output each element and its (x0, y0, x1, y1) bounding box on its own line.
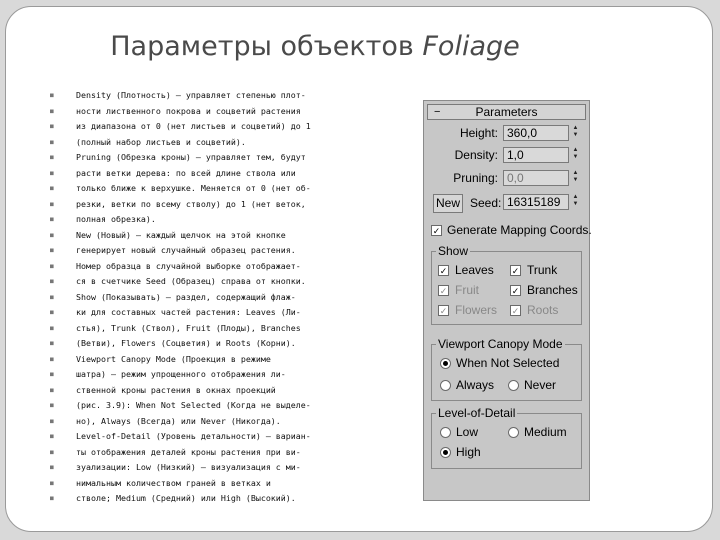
show-group (431, 244, 582, 325)
height-spinner-icon[interactable]: ▲ ▼ (572, 125, 579, 138)
bullet-line (50, 150, 420, 166)
bullet-text: ки для составных частей растения: Leaves (Ли- (76, 307, 301, 318)
bullet-marker-icon: ■ (50, 464, 54, 472)
bullet-text: ты отображения деталей кроны растения при ви- (76, 446, 301, 457)
trunk-label: Trunk (527, 263, 558, 277)
show-group-title: Show (438, 244, 469, 258)
bullet-line (50, 445, 420, 461)
bullet-line (50, 460, 420, 476)
roots-label: Roots (527, 303, 559, 317)
bullet-line (50, 305, 420, 321)
bullet-text: Density (Плотность) — управляет степенью плот- (76, 90, 306, 100)
bullet-marker-icon: ■ (50, 278, 54, 286)
pruning-field[interactable]: 0,0 (503, 170, 569, 186)
title-name: Foliage (422, 31, 520, 62)
bullet-text: Pruning (Обрезка кроны) — управляет тем, будут (76, 152, 306, 163)
bullet-marker-icon: ■ (50, 216, 54, 224)
bullet-marker-icon: ■ (50, 138, 54, 146)
flowers-label: Flowers (455, 303, 498, 317)
medium-radio[interactable] (508, 427, 519, 438)
rollout-title: Parameters (475, 105, 538, 119)
parameters-panel (423, 100, 590, 501)
roots-checkbox[interactable]: ✓ (511, 306, 520, 316)
bullet-marker-icon: ■ (50, 417, 54, 425)
bullet-marker-icon: ■ (50, 479, 54, 487)
level-of-detail-title: Level-of-Detail (438, 406, 516, 420)
density-field[interactable]: 1,0 (503, 147, 569, 163)
bullet-marker-icon: ■ (50, 293, 54, 301)
bullet-line (50, 367, 420, 383)
bullet-marker-icon: ■ (50, 448, 54, 456)
bullet-marker-icon: ■ (50, 247, 54, 255)
low-radio[interactable] (440, 427, 451, 438)
bullet-line (50, 104, 420, 120)
pruning-spinner-icon[interactable]: ▲ ▼ (572, 170, 579, 183)
new-button[interactable]: New (433, 194, 463, 213)
bullet-text: Viewport Canopy Mode (Проекция в режиме (76, 353, 271, 364)
bullet-marker-icon: ■ (50, 262, 54, 270)
bullet-text: резки, ветки по всему стволу) до 1 (нет веток, (76, 198, 306, 209)
bullet-list (50, 88, 420, 507)
bullet-line (50, 181, 420, 197)
bullet-text: стья), Trunk (Ствол), Fruit (Плоды), Branches (76, 322, 301, 333)
bullet-line (50, 88, 420, 104)
bullet-line (50, 228, 420, 244)
bullet-marker-icon: ■ (50, 324, 54, 332)
bullet-marker-icon: ■ (50, 107, 54, 115)
bullet-marker-icon: ■ (50, 433, 54, 441)
bullet-text: нимальным количеством граней в ветках и (76, 477, 271, 488)
bullet-marker-icon: ■ (50, 185, 54, 193)
bullet-line (50, 414, 420, 430)
leaves-label: Leaves (455, 263, 494, 277)
bullet-text: Номер образца в случайной выборке отображает- (76, 260, 301, 271)
bullet-marker-icon: ■ (50, 169, 54, 177)
bullet-marker-icon: ■ (50, 309, 54, 317)
bullet-text: (Ветви), Flowers (Соцветия) и Roots (Корни). (76, 338, 296, 349)
always-radio[interactable] (440, 380, 451, 391)
bullet-line (50, 290, 420, 306)
always-label: Always (456, 378, 495, 392)
bullet-line (50, 321, 420, 337)
medium-label: Medium (524, 425, 567, 439)
collapse-icon[interactable]: − (434, 106, 441, 118)
bullet-text: ственной кроны растения в окнах проекций (76, 384, 276, 395)
level-of-detail-group (431, 406, 582, 469)
bullet-line (50, 383, 420, 399)
fruit-checkbox[interactable]: ✓ (439, 286, 448, 296)
bullet-line (50, 491, 420, 507)
pruning-label: Pruning: (453, 171, 498, 185)
canopy-mode-group (431, 337, 582, 401)
bullet-text: шатра) — режим упрощенного отображения ли- (76, 369, 286, 380)
never-radio[interactable] (508, 380, 519, 391)
bullet-text: полная обрезка). (76, 214, 156, 225)
bullet-text: стволе; Medium (Средний) или High (Высокий). (76, 493, 296, 504)
density-spinner-icon[interactable]: ▲ ▼ (572, 147, 579, 160)
slide-title (6, 31, 624, 62)
leaves-checkbox[interactable]: ✓ (439, 266, 448, 276)
generate-mapping-checkbox[interactable]: ✓ (432, 226, 441, 236)
bullet-line (50, 135, 420, 151)
flowers-checkbox[interactable]: ✓ (439, 306, 448, 316)
bullet-line (50, 476, 420, 492)
branches-checkbox[interactable]: ✓ (511, 286, 520, 296)
bullet-line (50, 336, 420, 352)
bullet-text: Level-of-Detail (Уровень детальности) — вариан- (76, 431, 311, 442)
bullet-text: (полный набор листьев и соцветий). (76, 136, 246, 147)
when-not-selected-radio[interactable] (440, 358, 451, 369)
density-label: Density: (454, 148, 498, 162)
bullet-text: зуализации: Low (Низкий) — визуализация с ми- (76, 462, 301, 473)
bullet-marker-icon: ■ (50, 92, 54, 99)
bullet-line (50, 352, 420, 368)
slide (5, 6, 713, 532)
fruit-label: Fruit (455, 283, 479, 297)
when-not-selected-label: When Not Selected (456, 356, 560, 370)
high-label: High (456, 445, 481, 459)
bullet-marker-icon: ■ (50, 154, 54, 162)
bullet-text: New (Новый) — каждый щелчок на этой кнопке (76, 229, 286, 240)
bullet-line (50, 243, 420, 259)
bullet-text: расти ветки дерева: по всей длине ствола или (76, 167, 296, 178)
bullet-line (50, 398, 420, 414)
height-field[interactable]: 360,0 (503, 125, 569, 141)
seed-field[interactable]: 16315189 (503, 194, 569, 210)
seed-spinner-icon[interactable]: ▲ ▼ (572, 194, 579, 207)
canopy-mode-title: Viewport Canopy Mode (438, 337, 563, 351)
bullet-line (50, 429, 420, 445)
parameters-rollout-header[interactable] (427, 104, 586, 120)
bullet-marker-icon: ■ (50, 123, 54, 131)
generate-mapping-label: Generate Mapping Coords. (447, 223, 592, 237)
bullet-marker-icon: ■ (50, 402, 54, 410)
bullet-line (50, 212, 420, 228)
bullet-text: Show (Показывать) — раздел, содержащий флаж- (76, 291, 296, 302)
high-radio[interactable] (440, 447, 451, 458)
never-label: Never (524, 378, 557, 392)
bullet-marker-icon: ■ (50, 340, 54, 348)
seed-label: Seed: (470, 196, 502, 210)
low-label: Low (456, 425, 479, 439)
bullet-text: (рис. 3.9): When Not Selected (Когда не выделе- (76, 400, 311, 411)
bullet-text: ности лиственного покрова и соцветий растения (76, 105, 301, 116)
bullet-marker-icon: ■ (50, 386, 54, 394)
bullet-text: но), Always (Всегда) или Never (Никогда). (76, 415, 281, 426)
bullet-line (50, 259, 420, 275)
bullet-marker-icon: ■ (50, 355, 54, 363)
bullet-line (50, 166, 420, 182)
bullet-line (50, 274, 420, 290)
title-prefix: Параметры объектов (110, 31, 423, 62)
bullet-line (50, 197, 420, 213)
bullet-marker-icon: ■ (50, 371, 54, 379)
bullet-text: ся в счетчике Seed (Образец) справа от кнопки. (76, 276, 306, 287)
bullet-text: генерирует новый случайный образец растения. (76, 245, 296, 256)
branches-label: Branches (527, 283, 578, 297)
bullet-marker-icon: ■ (50, 200, 54, 208)
bullet-text: только ближе к верхушке. Меняется от 0 (нет об- (76, 183, 311, 194)
bullet-marker-icon: ■ (50, 231, 54, 239)
bullet-line (50, 119, 420, 135)
height-label: Height: (459, 126, 498, 140)
trunk-checkbox[interactable]: ✓ (511, 266, 520, 276)
bullet-text: из диапазона от 0 (нет листьев и соцветий) до 1 (76, 121, 311, 132)
bullet-marker-icon: ■ (50, 495, 54, 503)
